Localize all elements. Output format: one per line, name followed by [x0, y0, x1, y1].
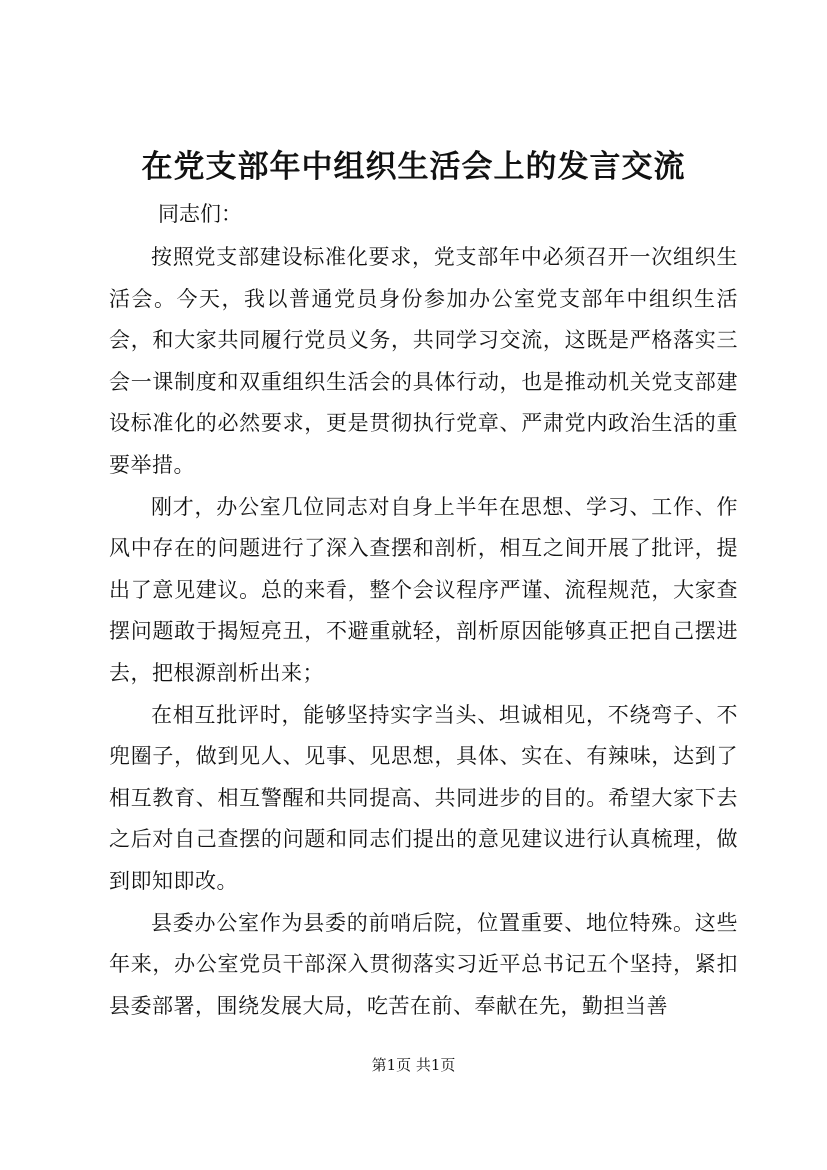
- document-body: [109, 237, 738, 1027]
- page-footer: 第1页 共1页: [371, 1056, 456, 1074]
- paragraph: 县委办公室作为县委的前哨后院，位置重要、地位特殊。这些年来，办公室党员干部深入贯彻落实习近平总书记五个坚持，紧扣县委部署，围绕发展大局，吃苦在前、奉献在先，勤担当善: [109, 910, 738, 1018]
- paragraph: 在相互批评时，能够坚持实字当头、坦诚相见，不绕弯子、不兜圈子，做到见人、见事、见思想，具体、实在、有辣味，达到了相互教育、相互警醒和共同提高、共同进步的目的。希望大家下去之后对自己查摆的问题和同志们提出的意见建议进行认真梳理，做到即知即改。: [109, 702, 738, 893]
- paragraph: 按照党支部建设标准化要求，党支部年中必须召开一次组织生活会。今天，我以普通党员身份参加办公室党支部年中组织生活会，和大家共同履行党员义务，共同学习交流，这既是严格落实三会一课制度和双重组织生活会的具体行动，也是推动机关党支部建设标准化的必然要求，更是贯彻执行党章、严肃党内政治生活的重要举措。: [109, 245, 738, 477]
- document-title: 在党支部年中组织生活会上的发言交流: [141, 149, 686, 185]
- paragraph: 刚才，办公室几位同志对自身上半年在思想、学习、工作、作风中存在的问题进行了深入查摆和剖析，相互之间开展了批评，提出了意见建议。总的来看，整个会议程序严谨、流程规范，大家查摆问题敢于揭短亮丑，不避重就轻，剖析原因能够真正把自己摆进去，把根源剖析出来；: [109, 494, 738, 685]
- salutation: 同志们：: [158, 202, 242, 226]
